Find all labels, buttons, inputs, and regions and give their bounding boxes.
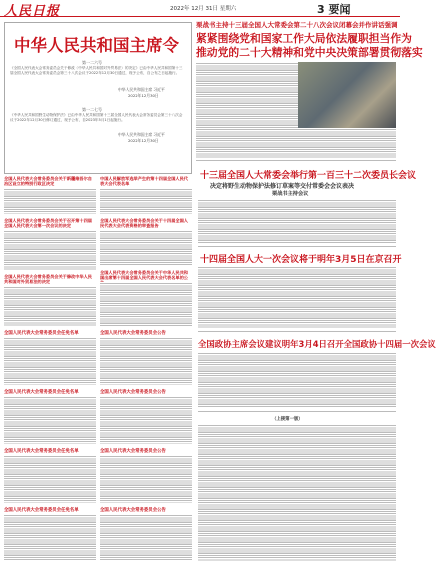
middle-item-body: [100, 514, 192, 560]
middle-item-body: [100, 337, 192, 385]
left-item-heading: 全国人民代表大会常务委员会关于新疆维吾尔自治区设立的特别行政区决定: [4, 176, 92, 186]
newspaper-logo: 人民日报: [4, 4, 61, 19]
decree-signer-2: 中华人民共和国主席 习近平: [118, 132, 165, 137]
left-item-body: [4, 188, 96, 214]
decree-signer: 中华人民共和国主席 习近平: [118, 87, 165, 92]
divider: [196, 160, 396, 161]
divider: [198, 246, 396, 247]
middle-item-heading: 全国人民代表大会常务委员会公告: [100, 508, 166, 513]
left-item-body: [4, 230, 96, 270]
left-item-heading: 全国人民代表大会常务委员会关于召开第十四届全国人民代表大会第一次会议的决定: [4, 218, 92, 228]
middle-item-heading: 全国人民代表大会常务委员会公告: [100, 390, 166, 395]
story-3-body: [198, 352, 396, 408]
decree-date: 2022年12月30日: [128, 93, 159, 98]
left-item-body: [4, 455, 96, 503]
dateline: 2022年 12月 31日 星期六: [170, 6, 237, 12]
left-column: [4, 176, 96, 561]
main-headline-1: 紧紧围绕党和国家工作大局依法履职担当作为: [196, 32, 412, 45]
middle-item-body: [100, 188, 192, 214]
middle-item-heading: 全国人民代表大会常务委员会关于十四届全国人民代表大会代表资格的审查报告: [100, 218, 188, 228]
story-1-byline: 栗战书主持会议: [272, 191, 309, 197]
left-item-heading: 全国人民代表大会常务委员会关于修改中华人民共和国对外贸易法的决定: [4, 274, 92, 284]
story-1-subtitle: 决定将野生动物保护法修订草案等交付常委会会议表决: [210, 183, 355, 190]
left-item-heading: 全国人民代表大会常务委员会任免名单: [4, 331, 79, 336]
story-2-title: 十四届全国人大一次会议将于明年3月5日在京召开: [200, 255, 402, 265]
kicker-line: 栗战书主持十三届全国人大常委会第二十八次会议闭幕会并作讲话强调: [196, 21, 398, 29]
decree-date-2: 2022年12月30日: [128, 138, 159, 143]
left-item-heading: 全国人民代表大会常务委员会任免名单: [4, 390, 79, 395]
middle-item-body: [100, 230, 192, 266]
story-1-body: [198, 199, 396, 243]
middle-item-heading: 全国人民代表大会常务委员会关于中华人民共和国出席第十四届全国人民代表大会代表名单的公: [100, 270, 188, 280]
section-label: 3 要闻: [317, 3, 351, 16]
left-item-body: [4, 337, 96, 385]
middle-item-body: [100, 396, 192, 444]
middle-column: [100, 176, 192, 561]
decree-number-126: 第一二六号: [82, 60, 102, 65]
divider: [198, 331, 396, 332]
left-item-heading: 全国人民代表大会常务委员会任免名单: [4, 508, 79, 513]
decree-text-126: 《全国人民代表大会常务委员会关于修改〈中华人民共和国对外贸易法〉的决定》已由中华人民共和国第十三届全国人民代表大会常务委员会第三十八次会议于2022年12月30日通过，现予公布，自公布之日起施行。: [10, 66, 183, 75]
main-headline-2: 推动党的二十大精神和党中央决策部署贯彻落实: [196, 46, 423, 59]
left-item-body: [4, 286, 96, 326]
story-1-title: 十三届全国人大常委会举行第一百三十二次委员长会议: [200, 171, 417, 181]
middle-item-heading: 中国人民解放军选举产生的第十四届全国人民代表大会代表名单: [100, 176, 188, 186]
divider: [198, 411, 396, 412]
left-item-heading: 全国人民代表大会常务委员会任免名单: [4, 449, 79, 454]
middle-item-body: [100, 282, 192, 326]
meeting-photo: [298, 62, 396, 128]
left-item-body: [4, 514, 96, 560]
decree-number-127: 第一二七号: [82, 107, 102, 112]
decree-title: 中华人民共和国主席令: [14, 36, 179, 55]
continued-label: （上接第一版）: [272, 417, 303, 422]
left-item-body: [4, 396, 96, 444]
middle-item-heading: 全国人民代表大会常务委员会公告: [100, 331, 166, 336]
story-2-body: [198, 266, 396, 328]
middle-item-heading: 全国人民代表大会常务委员会公告: [100, 449, 166, 454]
decree-text-127: 《中华人民共和国野生动物保护法》已由中华人民共和国第十三届全国人民代表大会常务委员会第三十八次会议于2022年12月30日修订通过，现予公布，自2023年5月1日起施行。: [10, 113, 183, 122]
story-3-title: 全国政协主席会议建议明年3月4日召开全国政协十四届一次会议: [198, 339, 436, 349]
middle-item-body: [100, 455, 192, 503]
continued-article-body: [198, 424, 396, 561]
